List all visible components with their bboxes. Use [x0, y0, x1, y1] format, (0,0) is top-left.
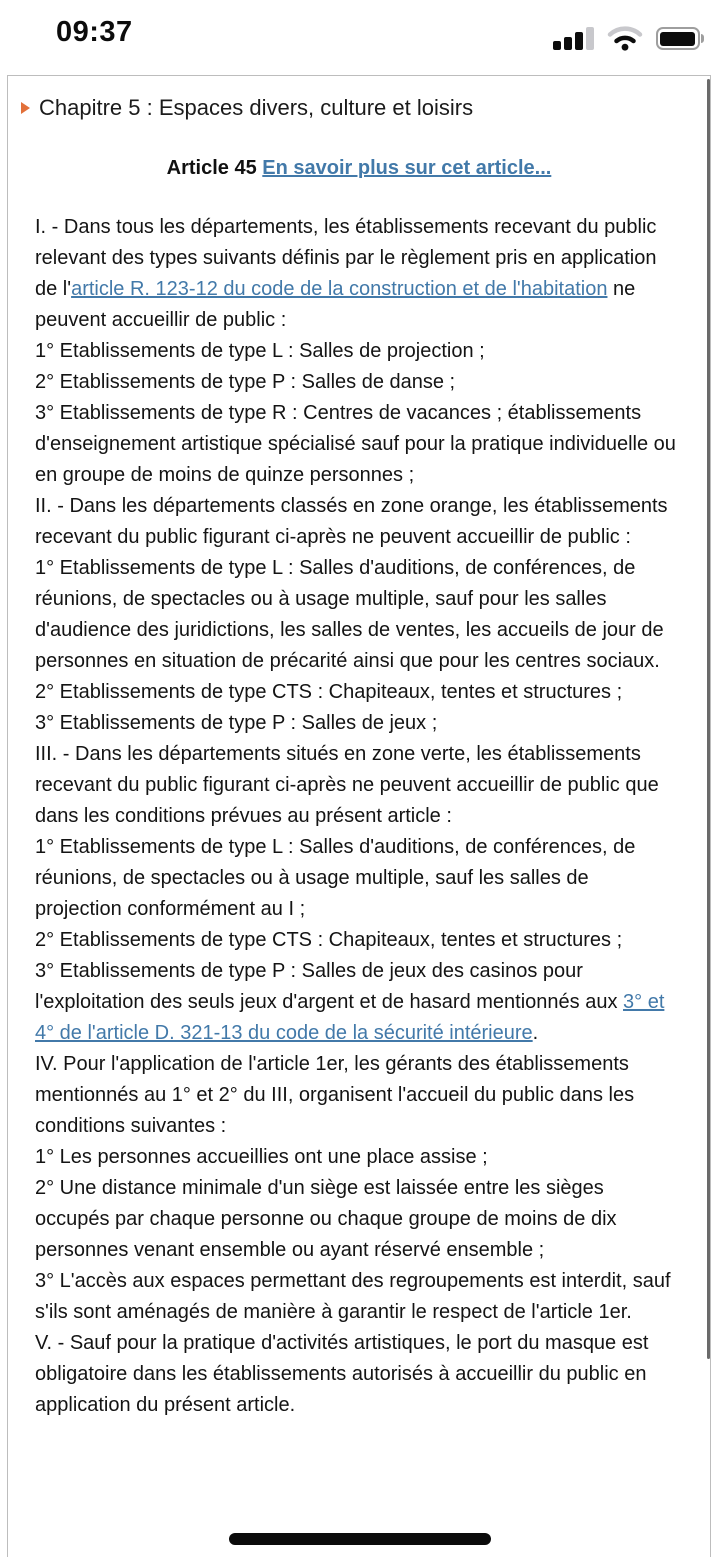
- triangle-right-icon: [21, 102, 30, 114]
- article-paragraph: [35, 1328, 680, 1421]
- article-body: [8, 212, 710, 1421]
- article-viewer-frame: [7, 75, 711, 1557]
- status-icons: [553, 25, 705, 51]
- article-paragraph: [35, 708, 680, 739]
- inline-link[interactable]: article R. 123-12 du code de la construction et de l'habitation: [71, 278, 608, 300]
- wifi-icon: [607, 25, 643, 51]
- paragraph-text: 1° Etablissements de type L : Salles de projection ;: [35, 340, 485, 362]
- article-paragraph: [35, 491, 680, 553]
- paragraph-text: ne peuvent accueillir de public :: [35, 278, 636, 331]
- article-label: Article 45: [166, 157, 257, 179]
- article-paragraph: [35, 1173, 680, 1266]
- article-paragraph: [35, 677, 680, 708]
- article-paragraph: [35, 1142, 680, 1173]
- article-paragraph: [35, 367, 680, 398]
- paragraph-text: 2° Etablissements de type P : Salles de danse ;: [35, 371, 456, 393]
- article-paragraph: [35, 336, 680, 367]
- paragraph-text: 1° Etablissements de type L : Salles d'auditions, de conférences, de réunions, de spectacles ou à usage multiple, sauf pour les salles d'audience des juridictions, les salles de ventes, les accueils de jour de personnes en situation de précarité ainsi que pour les centres sociaux.: [35, 557, 664, 672]
- paragraph-text: 3° Etablissements de type P : Salles de jeux ;: [35, 712, 438, 734]
- home-indicator[interactable]: [229, 1533, 491, 1545]
- paragraph-text: II. - Dans les départements classés en zone orange, les établissements recevant du public figurant ci-après ne peuvent accueillir de public :: [35, 495, 668, 548]
- article-paragraph: [35, 212, 680, 336]
- article-paragraph: [35, 1266, 680, 1328]
- paragraph-text: IV. Pour l'application de l'article 1er, les gérants des établissements mentionnés au 1° et 2° du III, organisent l'accueil du public dans les conditions suivantes :: [35, 1053, 635, 1137]
- article-header: [8, 157, 710, 180]
- paragraph-text: I. - Dans tous les départements, les établissements recevant du public relevant des types suivants définis par le règlement pris en application de l': [35, 216, 657, 300]
- paragraph-text: 1° Les personnes accueillies ont une place assise ;: [35, 1146, 488, 1168]
- article-paragraph: [35, 553, 680, 677]
- article-paragraph: [35, 925, 680, 956]
- paragraph-text: 1° Etablissements de type L : Salles d'auditions, de conférences, de réunions, de spectacles ou à usage multiple, sauf les salles de projection conformément au I ;: [35, 836, 636, 920]
- status-bar: [0, 0, 720, 75]
- article-paragraph: [35, 1049, 680, 1142]
- clock: 09:37: [56, 16, 133, 48]
- chapter-heading: [8, 76, 710, 123]
- article-paragraph: [35, 739, 680, 832]
- scrollbar-thumb[interactable]: [707, 79, 710, 1359]
- paragraph-text: 2° Etablissements de type CTS : Chapiteaux, tentes et structures ;: [35, 929, 623, 951]
- article-paragraph: [35, 832, 680, 925]
- paragraph-text: 3° L'accès aux espaces permettant des regroupements est interdit, sauf s'ils sont aménagés de manière à garantir le respect de l'article 1er.: [35, 1270, 671, 1323]
- paragraph-text: 2° Une distance minimale d'un siège est laissée entre les sièges occupés par chaque personne ou chaque groupe de moins de dix personnes venant ensemble ou ayant réservé ensemble ;: [35, 1177, 617, 1261]
- article-paragraph: [35, 398, 680, 491]
- battery-icon: [656, 27, 705, 50]
- article-paragraph: [35, 956, 680, 1049]
- chapter-title: Chapitre 5 : Espaces divers, culture et loisirs: [39, 95, 474, 120]
- paragraph-text: V. - Sauf pour la pratique d'activités artistiques, le port du masque est obligatoire dans les établissements autorisés à accueillir du public en application du présent article.: [35, 1332, 649, 1416]
- cellular-signal-icon: [553, 27, 594, 51]
- inline-link[interactable]: 3° et 4° de l'article D. 321-13 du code de la sécurité intérieure: [35, 991, 665, 1044]
- paragraph-text: 3° Etablissements de type P : Salles de jeux des casinos pour l'exploitation des seuls jeux d'argent et de hasard mentionnés aux: [35, 960, 624, 1013]
- paragraph-text: .: [532, 1022, 539, 1044]
- paragraph-text: III. - Dans les départements situés en zone verte, les établissements recevant du public figurant ci-après ne peuvent accueillir de public que dans les conditions prévues au présent article :: [35, 743, 659, 827]
- article-more-link[interactable]: En savoir plus sur cet article...: [262, 157, 552, 179]
- paragraph-text: 3° Etablissements de type R : Centres de vacances ; établissements d'enseignement artistique spécialisé sauf pour la pratique individuelle ou en groupe de moins de quinze personnes ;: [35, 402, 676, 486]
- paragraph-text: 2° Etablissements de type CTS : Chapiteaux, tentes et structures ;: [35, 681, 623, 703]
